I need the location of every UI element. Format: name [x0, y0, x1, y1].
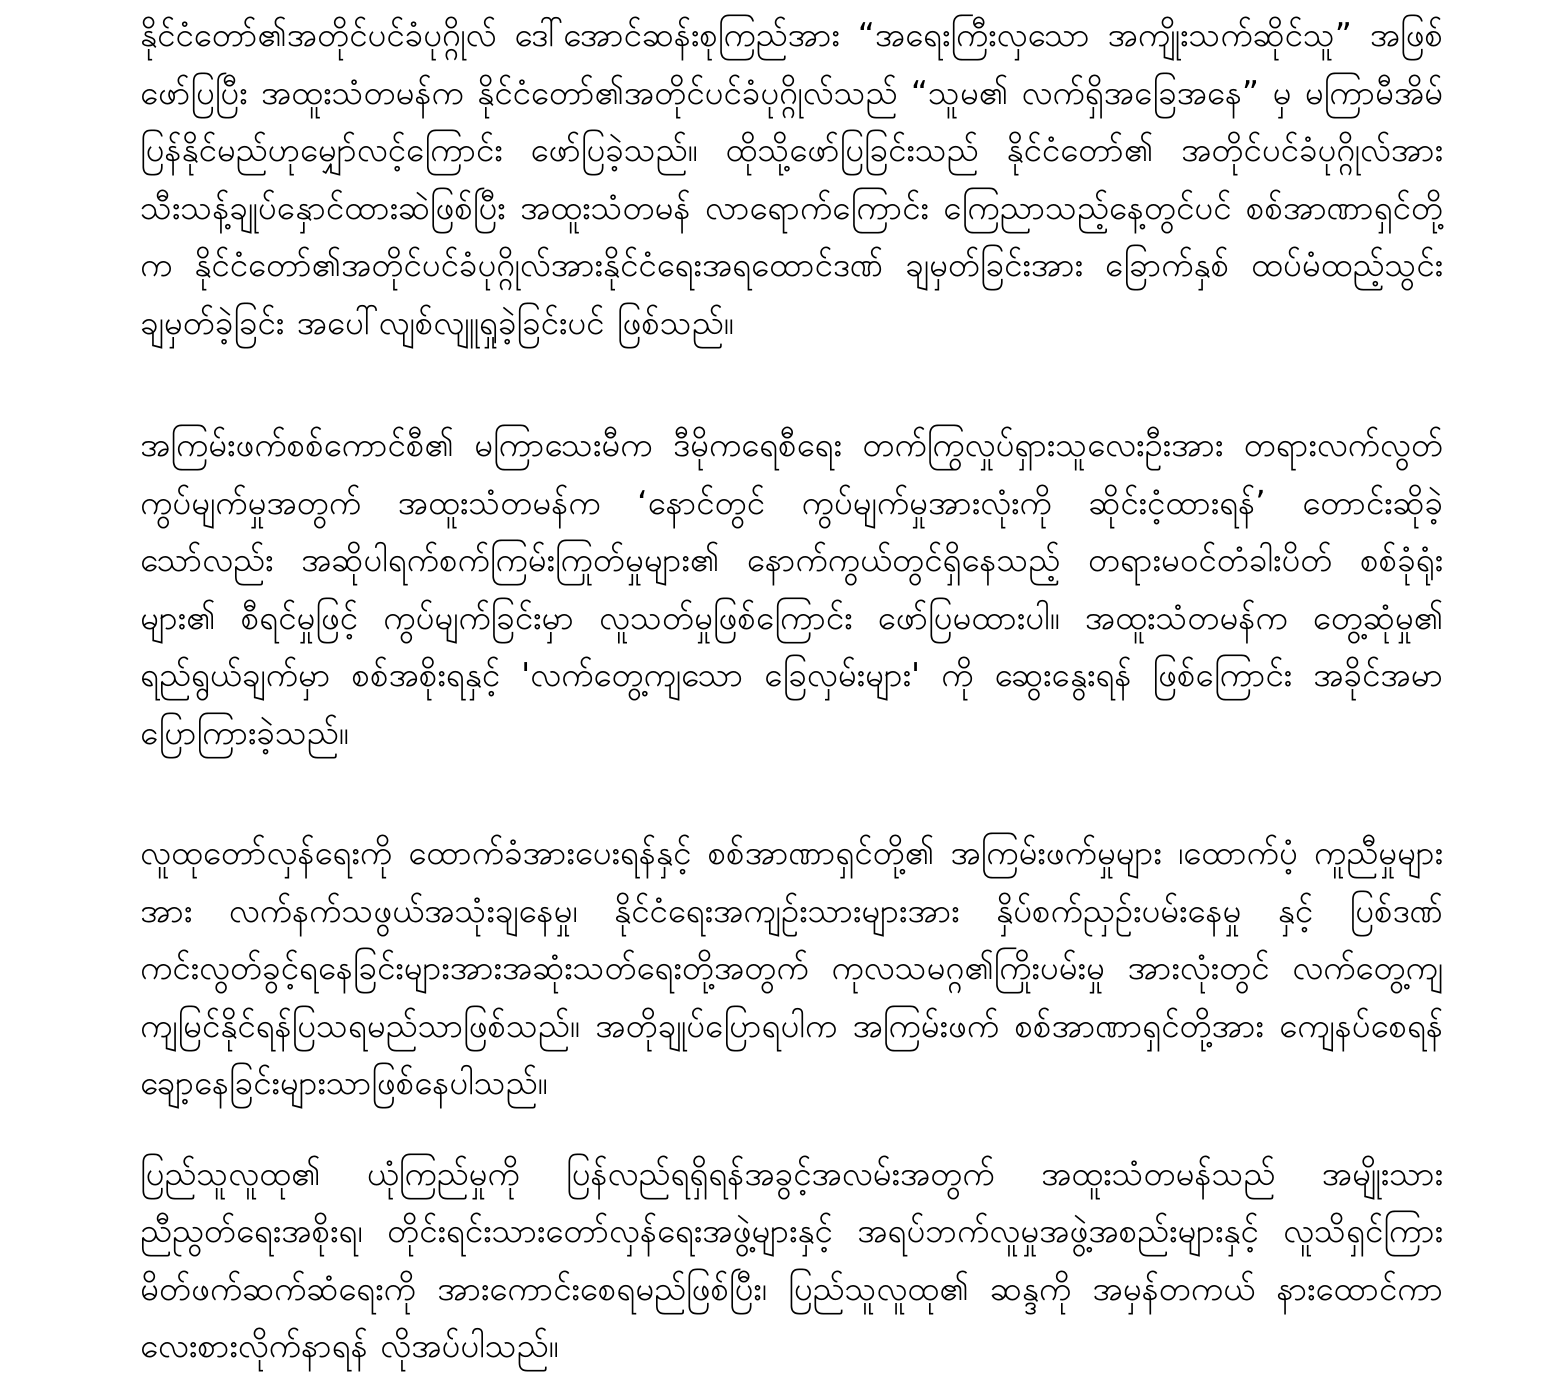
paragraph-4: ပြည်သူလူထု၏ ယုံကြည်မှုကို ပြန်လည်ရရှိရန်အခွင့်အလမ်းအတွက် အထူးသံတမန်သည် အမျိုးသား ညီညွတ်ရေးအစိုးရ၊ တိုင်းရင်းသားတော်လှန်ရေးအဖွဲ့များနှင့် အရပ်ဘက်လူမှုအဖွဲ့အစည်းများနှင့် လူသိရှင်ကြား မိတ်ဖက်ဆက်ဆံရေးကို အားကောင်းစေရမည်ဖြစ်ပြီး၊ ပြည်သူလူထု၏ ဆန္ဒကို အမှန်တကယ် နားထောင်ကာ လေးစားလိုက်နာရန် လိုအပ်ပါသည်။ — [140, 1153, 1443, 1365]
document-body — [140, 6, 1443, 1375]
paragraph-2: အကြမ်းဖက်စစ်ကောင်စီ၏ မကြာသေးမီက ဒီမိုကရေစီရေး တက်ကြွလှုပ်ရှားသူလေးဦးအား တရားလက်လွတ်ကွပ်မျက်မှုအတွက် အထူးသံတမန်က ‘နောင်တွင် ကွပ်မျက်မှုအားလုံးကို ဆိုင်းငံ့ထားရန်’ တောင်းဆိုခဲ့သော်လည်း အဆိုပါရက်စက်ကြမ်းကြုတ်မှုများ၏ နောက်ကွယ်တွင်ရှိနေသည့် တရားမဝင်တံခါးပိတ် စစ်ခုံရုံးများ၏ စီရင်မှုဖြင့် ကွပ်မျက်ခြင်းမှာ လူသတ်မှုဖြစ်ကြောင်း ဖော်ပြမထားပါ။ အထူးသံတမန်က တွေ့ဆုံမှု၏ ရည်ရွယ်ချက်မှာ စစ်အစိုးရနှင့် 'လက်တွေ့ကျသော ခြေလှမ်းများ' ကို ဆွေးနွေးရန် ဖြစ်ကြောင်း အခိုင်အမာ ပြောကြားခဲ့သည်။ — [140, 425, 1443, 752]
paragraph-3: လူထုတော်လှန်ရေးကို ထောက်ခံအားပေးရန်နှင့် စစ်အာဏာရှင်တို့၏ အကြမ်းဖက်မှုများ ၊ထောက်ပံ့ ကူညီမှုများအား လက်နက်သဖွယ်အသုံးချနေမှု၊ နိုင်ငံရေးအကျဉ်းသားများအား နှိပ်စက်ညှဉ်းပမ်းနေမှု နှင့် ပြစ်ဒဏ်ကင်းလွတ်ခွင့်ရနေခြင်းများအားအဆုံးသတ်ရေးတို့အတွက် ကုလသမဂ္ဂ၏ကြိုးပမ်းမှု အားလုံးတွင် လက်တွေ့ကျကျမြင်နိုင်ရန်ပြသရမည်သာဖြစ်သည်။ အတိုချုပ်ပြောရပါက အကြမ်းဖက် စစ်အာဏာရှင်တို့အား ကျေနပ်စေရန်ချော့နေခြင်းများသာဖြစ်နေပါသည်။ — [140, 833, 1443, 1102]
paragraph-1: နိုင်ငံတော်၏အတိုင်ပင်ခံပုဂ္ဂိုလ် ဒေါ်အောင်ဆန်းစုကြည်အား “အရေးကြီးလှသော အကျိုးသက်ဆိုင်သူ” အဖြစ်ဖော်ပြပြီး အထူးသံတမန်က နိုင်ငံတော်၏အတိုင်ပင်ခံပုဂ္ဂိုလ်သည် “သူမ၏ လက်ရှိအခြေအနေ” မှ မကြာမီအိမ်ပြန်နိုင်မည်ဟုမျှော်လင့်ကြောင်း ဖော်ပြခဲ့သည်။ ထိုသို့ဖော်ပြခြင်းသည် နိုင်ငံတော်၏ အတိုင်ပင်ခံပုဂ္ဂိုလ်အား သီးသန့်ချုပ်နှောင်ထားဆဲဖြစ်ပြီး အထူးသံတမန် လာရောက်ကြောင်း ကြေညာသည့်နေ့တွင်ပင် စစ်အာဏာရှင်တို့က နိုင်ငံတော်၏အတိုင်ပင်ခံပုဂ္ဂိုလ်အားနိုင်ငံရေးအရထောင်ဒဏ် ချမှတ်ခြင်းအား ခြောက်နှစ် ထပ်မံထည့်သွင်းချမှတ်ခဲ့ခြင်း အပေါ်လျစ်လျူရှုခဲ့ခြင်းပင် ဖြစ်သည်။ — [140, 15, 1443, 342]
